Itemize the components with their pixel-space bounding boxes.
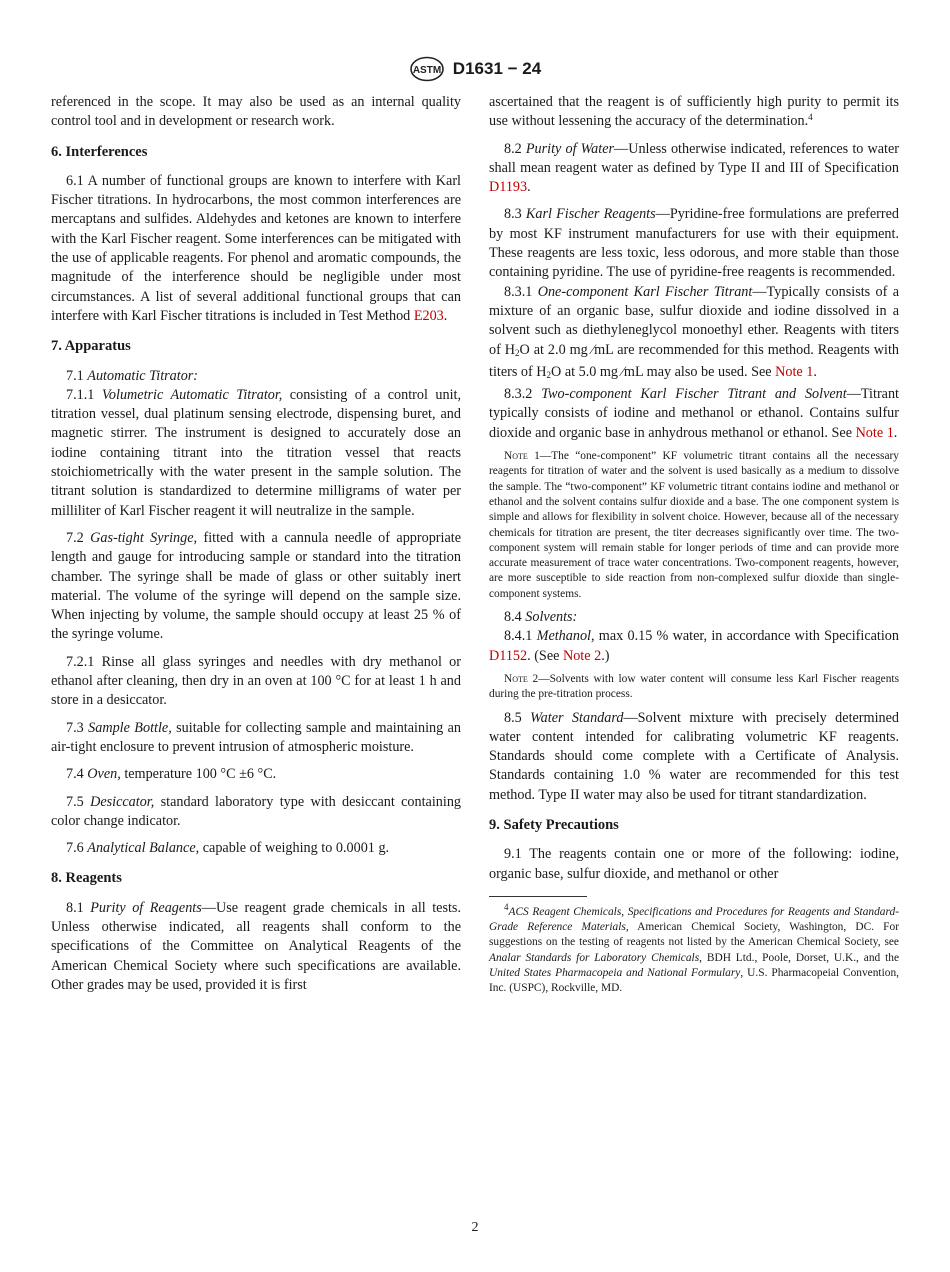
link-note-1[interactable]: Note 1 (775, 363, 814, 380)
para-8-3-2: 8.3.2 Two-component Karl Fischer Titrant and Solvent—Titrant typically consists of iodine and methanol or ethanol. Contains sulfur dioxide and organic base in anhydrous methanol or ethanol. See Note 1. (489, 386, 899, 441)
section-7-heading: 7. Apparatus (51, 338, 131, 355)
intro-paragraph: referenced in the scope. It may also be used as an internal quality control tool and in development or research work. (51, 94, 461, 130)
para-9-1: 9.1 The reagents contain one or more of the following: iodine, organic base, sulfur dioxide, and methanol or other (489, 846, 899, 882)
page-number: 2 (471, 1220, 479, 1235)
link-note-1b[interactable]: Note 1 (855, 424, 894, 441)
page-header (0, 56, 950, 82)
para-8-4-1: 8.4.1 Methanol, max 0.15 % water, in accordance with Specification D1152. (See Note 2.) (489, 628, 899, 664)
right-column (489, 93, 899, 997)
para-8-4: 8.4 Solvents: (504, 609, 578, 626)
para-7-5: 7.5 Desiccator, standard laboratory type with desiccant containing color change indicator. (51, 793, 462, 829)
astm-logo-icon (409, 56, 445, 82)
para-7-6: 7.6 Analytical Balance, capable of weighing to 0.0001 g. (66, 840, 390, 857)
link-d1152[interactable]: D1152 (489, 647, 528, 664)
section-9-heading: 9. Safety Precautions (489, 816, 619, 833)
para-7-3: 7.3 Sample Bottle, suitable for collecting sample and maintaining an air-tight enclosure to prevent intrusion of atmospheric moisture. (51, 719, 462, 755)
para-8-3-1: 8.3.1 One-component Karl Fischer Titrant—Typically consists of a mixture of an organic base, sulfur dioxide and iodine dissolved in a solvent such as diethyleneglycol monoethyl ether. Reagents with titers of $H_2O$ at 2.0 mg ⁄mL are recommended for this method. Reagents with titers of $H_2O$ at 5.0 mg ⁄mL may also be used. See Note 1. (489, 283, 899, 380)
footnote-ref-4[interactable]: 4 (808, 112, 813, 123)
para-7-2-1: 7.2.1 Rinse all glass syringes and needles with dry methanol or ethanol after cleaning, then dry in an oven at 100 °C for at least 1 h and store in a desiccator. (51, 653, 461, 709)
footnote-4: $^4$ACS Reagent Chemicals, Specifications and Procedures for Reagents and Standard-Grade Reference Materials, American Chemical Society, Washington, DC. For suggestions on the testing of reagents not listed by the American Chemical Society, see Analar Standards for Laboratory Chemicals, BDH Ltd., Poole, Dorset, U.K., and the United States Pharmacopeia and National Formulary, U.S. Pharmacopeial Convention, Inc. (USPC), Rockville, MD. (489, 901, 900, 995)
standard-designation: D1631 − 24 (452, 59, 542, 78)
logo-text: ASTM (412, 65, 441, 76)
para-8-1: 8.1 Purity of Reagents—Use reagent grade chemicals in all tests. Unless otherwise indicated, all reagents shall conform to the specifications of the Committee on Analytical Reagents of the American Chemical Society where such specifications are available. Other grades may be used, provided it is first (51, 899, 461, 993)
left-column (51, 93, 461, 995)
para-6-1: 6.1 A number of functional groups are known to interfere with Karl Fischer titrations. In hydrocarbons, the most common interferences are mercaptans and sulfides. Aldehydes and ketones are known to interfere with the Karl Fischer reagent. Some interferences can be mitigated with the use of applicable reagents. For phenol and aromatic compounds, the magnitude of the interference should be negligible under most circumstances. A list of several additional functional groups that can interfere with Karl Fischer titrations is included in Test Method E203. (51, 172, 461, 324)
note-2: Note 2—Solvents with low water content will consume less Karl Fischer reagents during the pre-titration process. (489, 672, 900, 701)
footnote-divider (489, 896, 587, 897)
para-7-1-1: 7.1.1 Volumetric Automatic Titrator, consisting of a control unit, titration vessel, dual platinum sensing electrode, dispensing buret, and magnetic stirrer. The instrument is designed to accurately dose an iodine containing titrant into the titration vessel that reacts stoichiometrically with the water present in the sample solution. The titrant solution is standardized to determine milligrams of water per milliliter of Karl Fischer reagent it will neutralize in the sample. (51, 386, 461, 519)
para-7-4: 7.4 Oven, temperature 100 °C ±6 °C. (66, 766, 277, 783)
note-1: Note 1—The “one-component” KF volumetric titrant contains all the necessary reagents for titration of water and the solvent is used basically as a medium to dissolve the sample. The “two-component” KF volumetric titrant contains iodine and methanol or ethanol and the solvent contains sulfur dioxide and a base. The one component system is simple and allows for flexibility in solvent choice. However, because all of the necessary chemicals for titration are present, the titer decreases significantly over time. The two-component system will remain stable for longer periods of time and can provide more accurate measurement of trace water concentrations. Two-component reagents, however, are more susceptible to side reaction from non-complexed sulfur dioxide than single-component systems. (489, 450, 899, 600)
para-8-2: 8.2 Purity of Water—Unless otherwise indicated, references to water shall mean reagent water as defined by Type II and III of Specification D1193. (489, 140, 900, 196)
link-note-2[interactable]: Note 2 (562, 647, 602, 664)
para-7-2: 7.2 Gas-tight Syringe, fitted with a cannula needle of appropriate length and gauge for introducing sample or standard into the titration chamber. The syringe shall be made of glass or other suitably inert material. The volume of the syringe will depend on the sample size. When injecting by volume, the sample should occupy at least 25 % of the syringe volume. (51, 529, 462, 643)
para-8-3: 8.3 Karl Fischer Reagents—Pyridine-free formulations are preferred by most KF instrument manufacturers for use with their equipment. These reagents are less toxic, less odorous, and more stable than those containing pyridine. The use of pyridine-free reagents is recommended. (489, 206, 899, 281)
link-d1193[interactable]: D1193 (489, 179, 528, 196)
section-8-heading: 8. Reagents (51, 870, 122, 887)
para-7-1: 7.1 Automatic Titrator: (66, 367, 199, 384)
para-8-1-continued: ascertained that the reagent is of sufficiently high purity to permit its use without lessening the accuracy of the determination.$^4$ (489, 94, 899, 130)
para-8-5: 8.5 Water Standard—Solvent mixture with precisely determined water content intended for calibrating volumetric KF reagents. Standards should come complete with a Certificate of Analysis. Standards containing 1.0 % water are recommended for this test method. Type II water may also be used for titrant standardization. (489, 709, 899, 803)
link-e203[interactable]: E203 (413, 307, 444, 324)
section-6-heading: 6. Interferences (51, 143, 148, 160)
